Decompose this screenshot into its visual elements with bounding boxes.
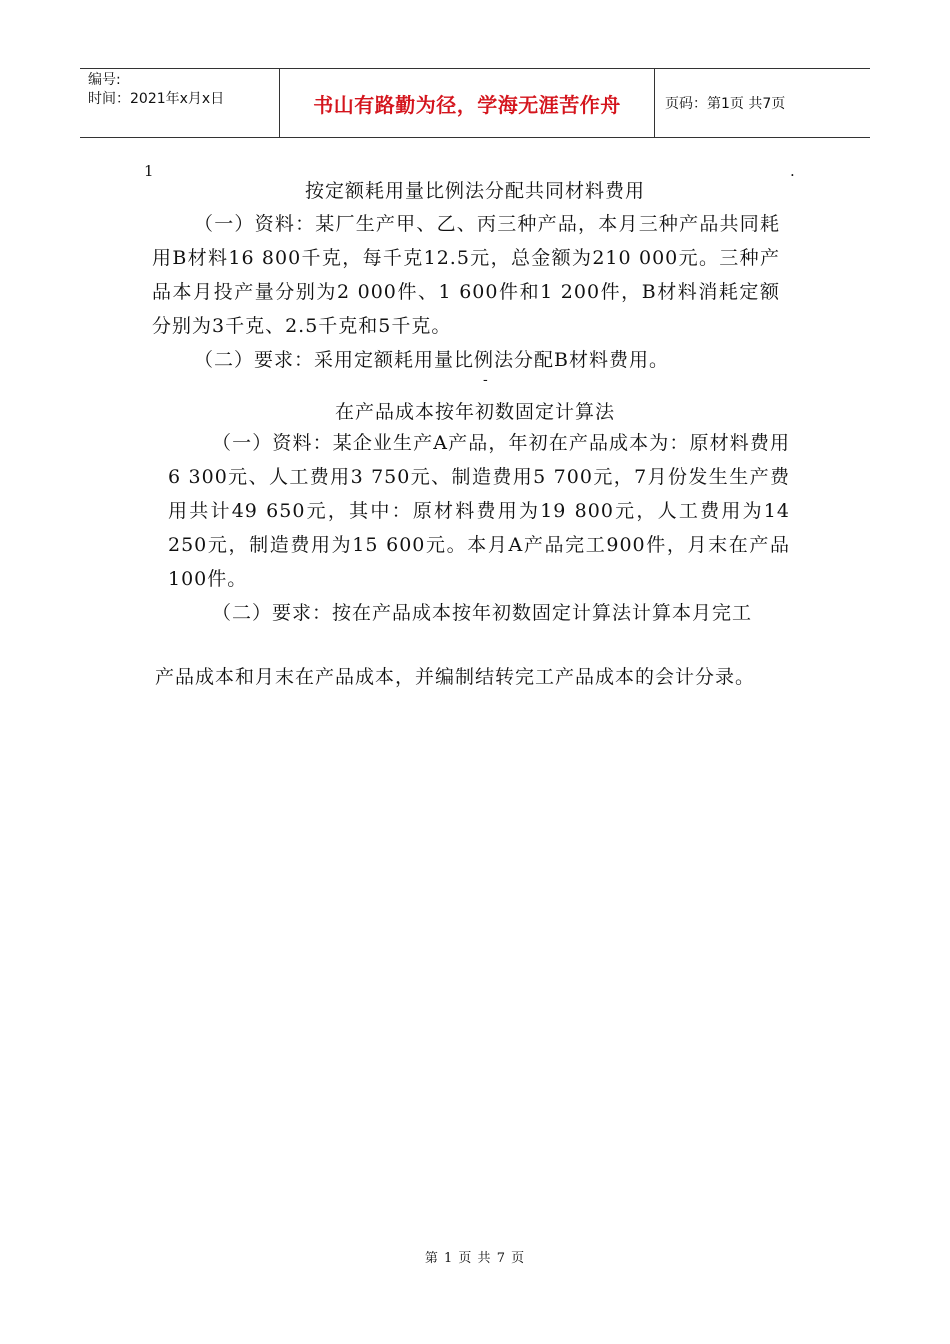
page-marker-dot: .: [790, 162, 795, 180]
section2-material: （一）资料：某企业生产A产品，年初在产品成本为：原材料费用6 300元、人工费用3 750元、制造费用5 700元，7月份发生生产费用共计49 650元，其中：原材料费用为19 800元，人工费用为14 250元，制造费用为15 600元。本月A产品完工900件，月末在产品100件。: [168, 432, 790, 590]
page-marker-number: 1: [144, 162, 154, 180]
section2-continuation: 产品成本和月末在产品成本，并编制结转完工产品成本的会计分录。: [155, 666, 756, 688]
date-line: 时间：2021年x月x日: [88, 91, 225, 107]
document-header: [80, 68, 870, 138]
section2-requirement: （二）要求：按在产品成本按年初数固定计算法计算本月完工: [212, 602, 753, 624]
section1-title: 按定额耗用量比例法分配共同材料费用: [304, 180, 645, 202]
section1-material: （一）资料：某厂生产甲、乙、丙三种产品，本月三种产品共同耗用B材料16 800千克，每千克12.5元，总金额为210 000元。三种产品本月投产量分别为2 000件、1 600件和1 200件，B材料消耗定额分别为3千克、2.5千克和5千克。: [152, 213, 780, 337]
header-page-info: 页码：第1页 共7页: [665, 96, 786, 112]
number-label: 编号:: [88, 72, 121, 88]
page-footer: 第 1 页 共 7 页: [424, 1251, 526, 1266]
header-motto: 书山有路勤为径，学海无涯苦作舟: [280, 69, 655, 137]
section1-requirement: （二）要求：采用定额耗用量比例法分配B材料费用。: [194, 349, 669, 371]
section-separator: -: [483, 372, 488, 388]
header-meta: [80, 69, 280, 137]
section2-title: 在产品成本按年初数固定计算法: [334, 401, 615, 423]
